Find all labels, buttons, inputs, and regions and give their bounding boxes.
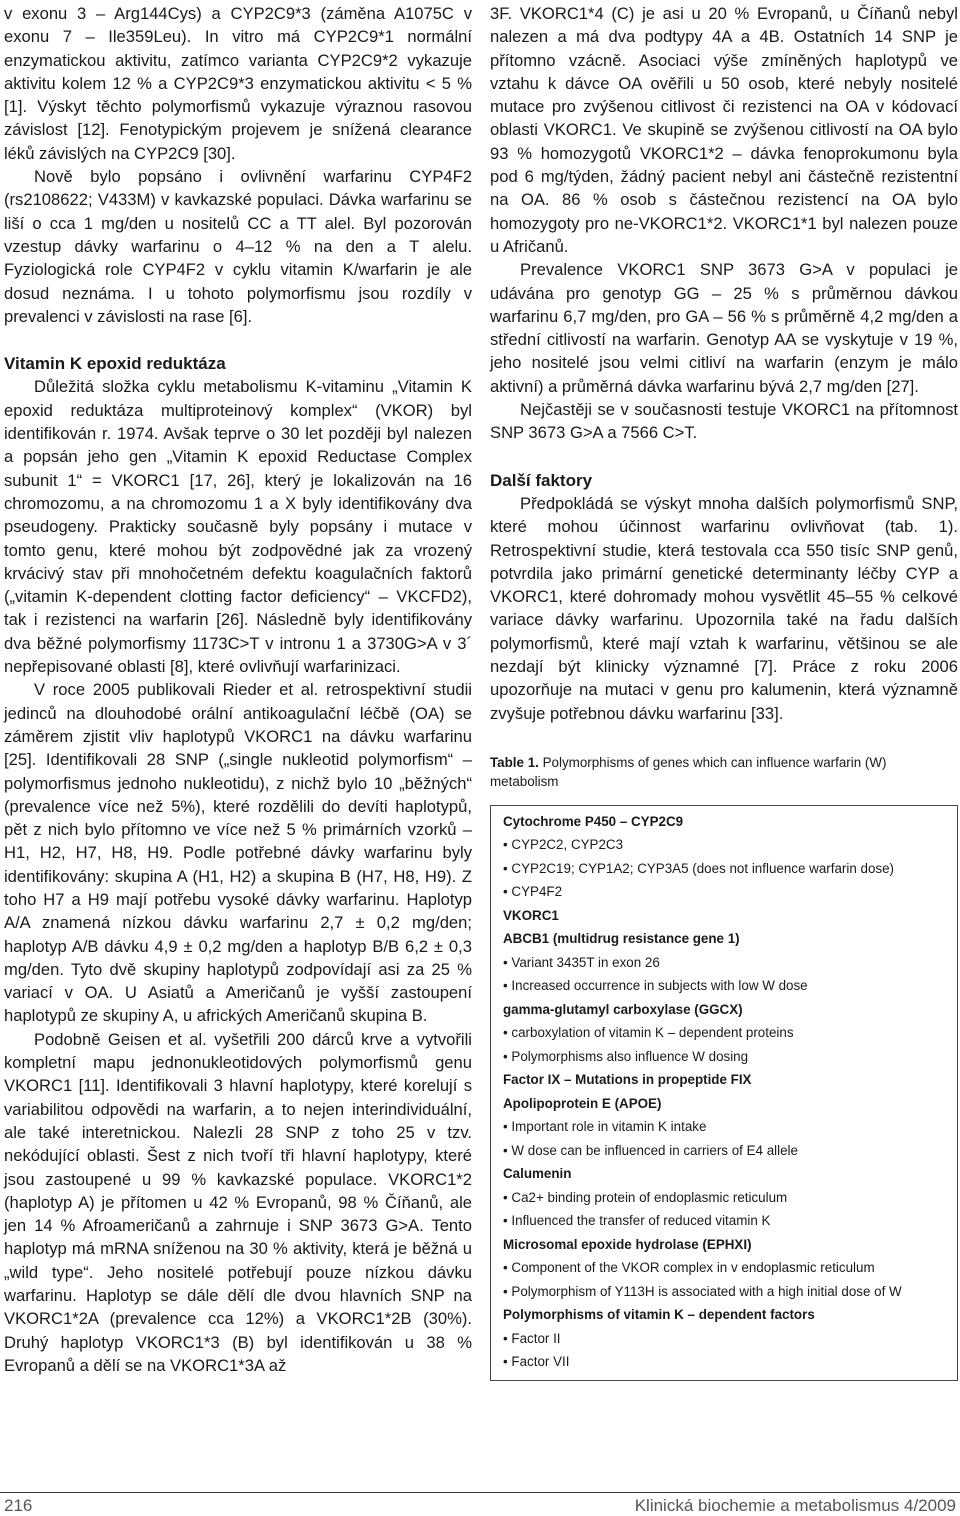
page-footer [0, 1492, 960, 1516]
body-paragraph: Důležitá složka cyklu metabolismu K-vitaminu „Vitamin K epoxid reduktáza multiproteinový komplex“ (VKOR) byl identifikován r. 1974. Avšak teprve o 30 let později byl nalezen a popsán jeho gen „Vitamin K epoxid Reductase Complex subunit 1“ = VKORC1 [17, 26], který je lokalizován na 16 chromozomu, a na chromozomu 1 a X byly identifikovány dva pseudogeny. Prakticky současně byly popsány i mutace v tomto genu, které mohou být zodpovědné jak za vrozený krvácivý stav při mnohočetném defektu koagulačních faktorů („vitamin K-dependent clotting factor deficiency“ – VKCFD2), tak i rezistenci na warfarin [26]. Následně byly identifikovány dva běžné polymorfismy 1173C>T v intronu 1 a 3730G>A v 3´ nepřepisované oblasti [8], které ovlivňují warfarinizaci. [4, 377, 472, 677]
table-caption-text: Polymorphisms of genes which can influence warfarin (W) metabolism [490, 754, 887, 789]
section-heading: Vitamin K epoxid reduktáza [4, 354, 226, 374]
body-paragraph: Prevalence VKORC1 SNP 3673 G>A v populaci je udávána pro genotyp GG – 25 % s průměrnou dávkou warfarinu 6,7 mg/den, pro GA – 56 % s průměrně 4,2 mg/den a střední citlivostí na warfarin. Genotyp AA se vyskytuje v 19 %, jeho nositelé jsou velmi citliví na warfarin (enzym je málo aktivní) a průměrná dávka warfarinu bývá 2,7 mg/den [27]. [490, 260, 958, 396]
table-group-heading: VKORC1 [503, 907, 559, 923]
page-number: 216 [4, 1496, 33, 1515]
table-group-heading: Microsomal epoxide hydrolase (EPHXI) [503, 1236, 752, 1252]
body-paragraph: Nejčastěji se v současnosti testuje VKORC1 na přítomnost SNP 3673 G>A a 7566 C>T. [490, 400, 958, 443]
table-list-item: • Factor VII [503, 1354, 570, 1370]
table-group-heading: Cytochrome P450 – CYP2C9 [503, 813, 684, 829]
table-list-item: • Factor II [503, 1330, 561, 1346]
table-list-item: • Important role in vitamin K intake [503, 1119, 707, 1135]
table-group-heading: ABCB1 (multidrug resistance gene 1) [503, 931, 740, 947]
table-group-heading: gamma-glutamyl carboxylase (GGCX) [503, 1001, 743, 1017]
body-paragraph: Podobně Geisen et al. vyšetřili 200 dárců krve a vytvořili kompletní mapu jednonukleotidových polymorfismů genu VKORC1 [11]. Identifikovali 3 hlavní haplotypy, které korelují s variabilitou odpovědi na warfarin, a to nejen interindividuální, ale také interetnickou. Nalezli 28 SNP z toho 25 v tzv. nekódující oblasti. Šest z nich tvoří tři hlavní haplotypy, které jsou zastoupené u 99 % kavkazské populace. VKORC1*2 (haplotyp A) je přítomen u 42 % Evropanů, 98 % Číňanů, ale jen 14 % Afroameričanů a zahrnuje i SNP 3673 G>A. Tento haplotyp má mRNA sníženou na 30 % aktivity, která je běžná u „wild type“. Jeho nositelé potřebují pouze nízkou dávku warfarinu. Haplotyp se dále dělí dle dvou hlavních SNP na VKORC1*2A (prevalence cca 12%) a VKORC1*2B (30%). Druhý haplotyp VKORC1*3 (B) byl identifikován u 38 % Evropanů a dělí se na VKORC1*3A až [4, 1029, 472, 1375]
table-list-item: • CYP4F2 [503, 884, 563, 900]
table-list-item: • Increased occurrence in subjects with low W dose [503, 978, 808, 994]
body-paragraph: Předpokládá se výskyt mnoha dalších polymorfismů SNP, které mohou účinnost warfarinu ovlivňovat (tab. 1). Retrospektivní studie, která testovala cca 550 tisíc SNP genů, potvrdila jako primární genetické determinanty léčby CYP a VKORC1, které dohromady mohou vysvětlit 45–55 % celkové variace dávky warfarinu. Upozornila také na řadu dalších polymorfismů, které mají vztah k warfarinu, většinou se ale nezdají být klinicky významné [7]. Práce z roku 2006 upozorňuje na mutaci v genu pro kalumenin, která významně zvyšuje potřebnou dávku warfarinu [33]. [490, 493, 958, 723]
body-paragraph: v exonu 3 – Arg144Cys) a CYP2C9*3 (záměna A1075C v exonu 7 – Ile359Leu). In vitro má CYP2C9*1 normální enzymatickou aktivitu, zatímco varianta CYP2C9*2 vykazuje aktivitu kolem 12 % a CYP2C9*3 enzymatickou aktivitu < 5 % [1]. Výskyt těchto polymorfismů vykazuje výraznou rasovou závislost [12]. Fenotypickým projevem je snížená clearance léků závislých na CYP2C9 [30]. [4, 4, 472, 163]
section-heading: Další faktory [490, 470, 593, 490]
footer-rule [0, 1492, 960, 1493]
table-caption-label: Table 1. [490, 754, 539, 770]
table-group-heading: Calumenin [503, 1166, 572, 1182]
table-list-item: • CYP2C19; CYP1A2; CYP3A5 (does not influence warfarin dose) [503, 860, 894, 876]
journal-name: Klinická biochemie a metabolismus 4/2009 [634, 1496, 956, 1515]
table-list-item: • W dose can be influenced in carriers of E4 allele [503, 1142, 798, 1158]
table-list-item: • CYP2C2, CYP2C3 [503, 837, 624, 853]
body-paragraph: Nově bylo popsáno i ovlivnění warfarinu CYP4F2 (rs2108622; V433M) v kavkazské populaci. Dávka warfarinu se liší o cca 1 mg/den u nositelů CC a TT alel. Byl pozorován vzestup dávky warfarinu o 4–12 % na den a T alelu. Fyziologická role CYP4F2 v cyklu vitamin K/warfarin je ale dosud neznáma. I u tohoto polymorfismu jsou rozdíly v prevalenci v závislosti na rase [6]. [4, 167, 472, 326]
polymorphism-table [490, 805, 958, 1381]
table-list-item: • Ca2+ binding protein of endoplasmic reticulum [503, 1189, 788, 1205]
table-list-item: • Component of the VKOR complex in v endoplasmic reticulum [503, 1260, 875, 1276]
table-list-item: • Variant 3435T in exon 26 [503, 954, 660, 970]
table-list-item: • Polymorphism of Y113H is associated with a high initial dose of W [503, 1283, 902, 1299]
table-group-heading: Apolipoprotein E (APOE) [503, 1095, 662, 1111]
table-list-item: • carboxylation of vitamin K – dependent proteins [503, 1025, 794, 1041]
body-paragraph: V roce 2005 publikovali Rieder et al. retrospektivní studii jedinců na dlouhodobé orální antikoagulační léčbě (OA) se záměrem zjistit vliv haplotypů VKORC1 na dávku warfarinu [25]. Identifikovali 28 SNP („single nukleotid polymorfism“ – polymorfismus jednoho nukleotidu), z nichž bylo 10 „běžných“ (prevalence více než 5%), které rozdělili do devíti haplotypů, pět z nich bylo přítomno ve více než 5 % primárních vzorků – H1, H2, H7, H8, H9. Podle potřebné dávky warfarinu byly identifikovány: skupina A (H1, H2) a skupina B (H7, H8, H9). Z toho H7 a H9 mají potřebu vysoké dávky warfarinu. Haplotyp A/A znamená nízkou dávku warfarinu 2,7 ± 0,2 mg/den; haplotyp A/B dávku 4,9 ± 0,2 mg/den a haplotyp B/B 6,2 ± 0,3 mg/den. Tyto dvě skupiny haplotypů zodpovídají asi za 25 % variací v OA. U Asiatů a Američanů je vyšší zastoupení haplotypů ze skupiny A, u afrických Američanů skupina B. [4, 680, 472, 1026]
table-caption [490, 753, 958, 791]
body-paragraph: 3F. VKORC1*4 (C) je asi u 20 % Evropanů, u Číňanů nebyl nalezen a má dva podtypy 4A a 4B. Ostatních 14 SNP je přítomno vzácně. Asociaci výše zmíněných haplotypů ve vztahu k dávce OA ověřili u 50 osob, které nebyly nositelé mutace pro zvýšenou citlivost či rezistenci na OA v kódovací oblasti VKORC1. Ve skupině se zvýšenou citlivostí na OA bylo 93 % homozygotů VKORC1*2 – dávka fenoprokumonu byla pod 6 mg/týden, žádný pacient nebyl ani částečně rezistentní na OA. 86 % osob s částečnou rezistencí na OA bylo homozygoty pro ne-VKORC1*2. VKORC1*1 byl nalezen pouze u Afričanů. [490, 4, 958, 256]
table-group-heading: Polymorphisms of vitamin K – dependent factors [503, 1307, 815, 1323]
left-column [4, 2, 472, 1377]
table-list-item: • Polymorphisms also influence W dosing [503, 1048, 749, 1064]
table-list-item: • Influenced the transfer of reduced vitamin K [503, 1213, 771, 1229]
right-column [490, 2, 958, 1381]
table-group-heading: Factor IX – Mutations in propeptide FIX [503, 1072, 752, 1088]
